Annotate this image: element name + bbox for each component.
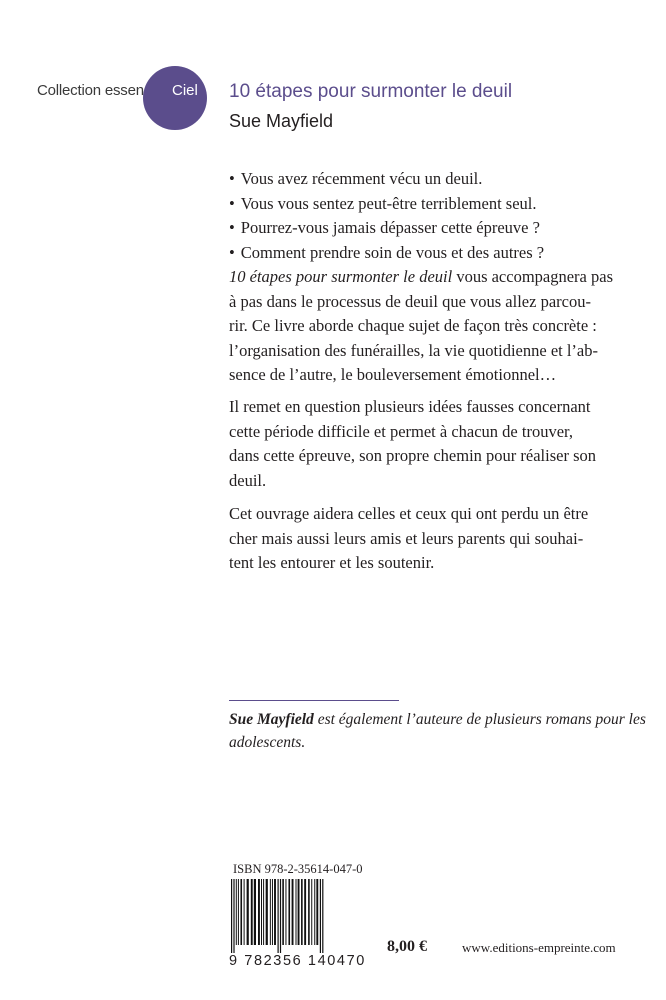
paragraph-line: Cet ouvrage aidera celles et ceux qui ont perdu un être (229, 504, 589, 523)
barcode-bar (247, 879, 249, 945)
paragraph-3 (229, 502, 619, 576)
barcode-bar (270, 879, 271, 945)
barcode-bar (258, 879, 260, 945)
barcode-bar (314, 879, 315, 945)
barcode-bar (238, 879, 239, 945)
barcode-bar (233, 879, 234, 953)
paragraph-line-rest: vous accompagnera pas (452, 267, 613, 286)
paragraph-line: cette période difficile et permet à chacun de trouver, (229, 421, 573, 441)
collection-name-suffix: Ciel (172, 82, 198, 99)
barcode-digits: 9 782356 140470 (229, 953, 366, 969)
publisher-website: www.editions-empreinte.com (462, 940, 616, 955)
barcode-bar (308, 879, 310, 945)
barcode-bar (231, 879, 232, 953)
bullet-item: • Vous vous sentez peut-être terriblement seul. (229, 192, 624, 217)
author-note-rest: est également l’auteure de plusieurs romans pour les (313, 711, 646, 728)
barcode-bar (304, 879, 306, 945)
barcode-bar (311, 879, 312, 945)
barcode-bar (282, 879, 284, 945)
barcode-bar (292, 879, 294, 945)
barcode-bars (229, 879, 369, 953)
barcode-bar (288, 879, 290, 945)
paragraph-line: l’organisation des funérailles, la vie quotidienne et l’ab- (229, 340, 598, 360)
barcode-bar (266, 879, 268, 945)
price: 8,00 € (387, 938, 427, 955)
barcode-bar (322, 879, 323, 953)
barcode-bar (316, 879, 318, 945)
barcode-bar (274, 879, 276, 945)
paragraph-line: sence de l’autre, le bouleversement émotionnel… (229, 365, 557, 384)
paragraph-line (229, 265, 619, 290)
barcode-bar (240, 879, 242, 945)
paragraph-2 (229, 395, 619, 493)
paragraph-line: dans cette épreuve, son propre chemin pour réaliser son (229, 446, 596, 465)
bullet-item: • Vous avez récemment vécu un deuil. (229, 167, 624, 192)
paragraph-line: à pas dans le processus de deuil que vous allez parcou- (229, 291, 591, 311)
author-note-line: adolescents. (229, 734, 306, 751)
book-title: 10 étapes pour surmonter le deuil (229, 81, 513, 102)
barcode-bar (261, 879, 262, 945)
author-note (229, 708, 646, 754)
collection-name: Collection essen (37, 82, 144, 99)
author-note-name: Sue Mayfield (229, 711, 314, 728)
barcode-bar (280, 879, 281, 953)
author-note-line (229, 708, 646, 731)
barcode-bar (272, 879, 273, 945)
barcode (229, 879, 369, 953)
barcode-bar (244, 879, 245, 945)
barcode-bar (254, 879, 256, 945)
barcode-bar (278, 879, 279, 953)
paragraph-1 (229, 265, 619, 388)
isbn-text: ISBN 978-2-35614-047-0 (233, 862, 363, 876)
paragraph-line: Il remet en question plusieurs idées fausses concernant (229, 397, 591, 416)
bullet-item: • Comment prendre soin de vous et des autres ? (229, 241, 624, 266)
barcode-bar (296, 879, 297, 945)
barcode-bar (263, 879, 264, 945)
barcode-bar (236, 879, 237, 945)
paragraph-line: tent les entourer et les soutenir. (229, 553, 435, 572)
bullet-list (229, 167, 624, 265)
paragraph-line: cher mais aussi leurs amis et leurs parents qui souhai- (229, 528, 584, 548)
barcode-bar (320, 879, 321, 953)
collection-logo (30, 66, 200, 116)
book-title-italic: 10 étapes pour surmonter le deuil (229, 267, 453, 286)
barcode-bar (251, 879, 253, 945)
paragraph-line: deuil. (229, 470, 267, 490)
barcode-bar (285, 879, 286, 945)
separator-line (229, 700, 399, 701)
barcode-bar (301, 879, 303, 945)
bullet-item: • Pourrez-vous jamais dépasser cette épreuve ? (229, 216, 624, 241)
paragraph-line: rir. Ce livre aborde chaque sujet de façon très concrète : (229, 316, 597, 335)
book-author: Sue Mayfield (229, 111, 334, 131)
barcode-bar (298, 879, 300, 945)
